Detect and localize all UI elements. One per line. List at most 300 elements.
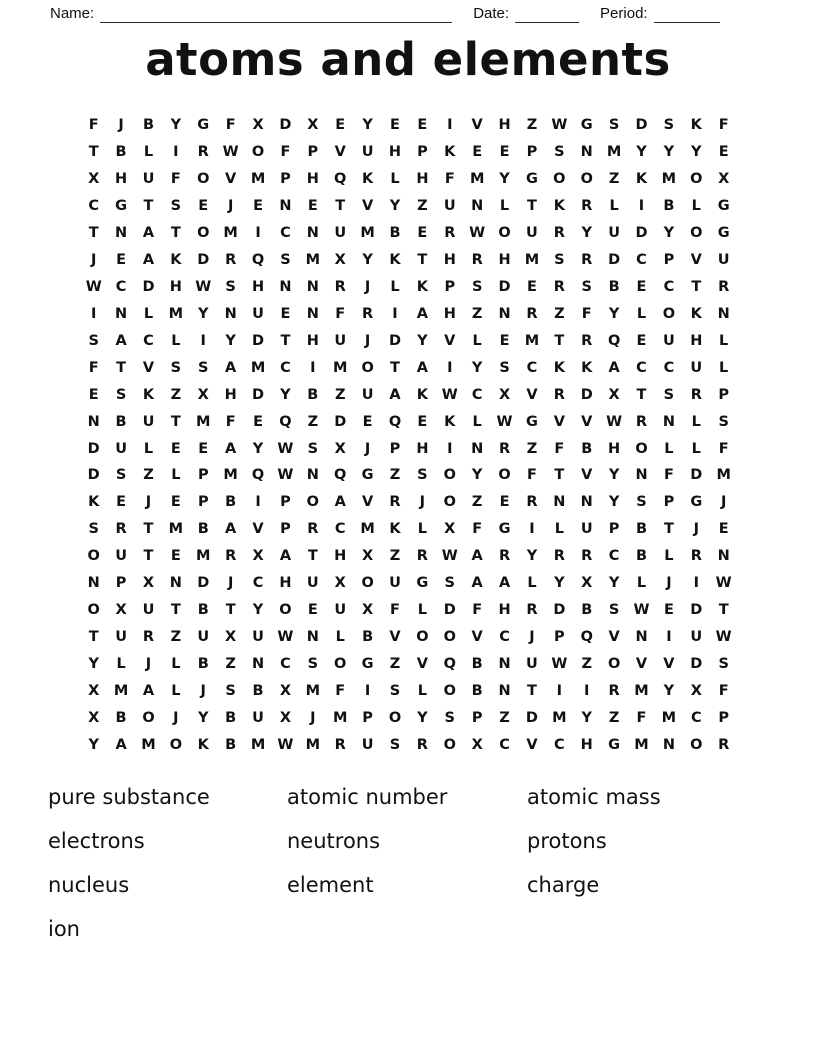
grid-letter: E <box>636 278 647 295</box>
grid-letter: F <box>280 144 291 161</box>
grid-letter: I <box>529 521 535 538</box>
grid-letter: D <box>197 575 210 592</box>
grid-letter: P <box>663 494 675 511</box>
grid-letter: N <box>306 278 319 295</box>
grid-letter: R <box>142 628 155 645</box>
grid-letter: H <box>690 332 703 349</box>
grid-letter: E <box>718 144 729 161</box>
grid-letter: D <box>142 278 155 295</box>
grid-letter: S <box>444 575 455 592</box>
grid-letter: O <box>169 736 183 753</box>
grid-letter: H <box>498 117 511 134</box>
grid-letter: T <box>116 359 127 376</box>
grid-letter: S <box>636 494 647 511</box>
grid-letter: M <box>360 225 375 242</box>
grid-letter: N <box>662 736 675 753</box>
grid-letter: R <box>416 736 428 753</box>
grid-letter: F <box>444 171 455 188</box>
grid-letter: Z <box>389 467 401 484</box>
grid-letter: L <box>636 305 647 322</box>
grid-letter: S <box>499 359 510 376</box>
grid-letter: F <box>225 117 236 134</box>
grid-letter: B <box>471 655 483 672</box>
grid-letter: C <box>252 575 264 592</box>
grid-letter: C <box>280 359 291 376</box>
word-column-1 <box>48 776 210 952</box>
grid-letter: O <box>197 225 210 242</box>
grid-letter: X <box>471 736 483 753</box>
grid-letter: I <box>638 198 645 215</box>
grid-letter: R <box>471 252 483 269</box>
grid-letter: R <box>334 736 346 753</box>
grid-letter: S <box>663 386 675 403</box>
grid-letter: M <box>524 332 540 349</box>
grid-letter: U <box>142 602 155 619</box>
grid-letter: T <box>143 521 154 538</box>
grid-letter: M <box>196 413 211 430</box>
grid-letter: D <box>252 332 265 349</box>
grid-letter: E <box>526 278 537 295</box>
grid-letter: P <box>362 709 373 726</box>
grid-letter: N <box>498 655 511 672</box>
grid-letter: P <box>526 144 538 161</box>
grid-letter: Q <box>334 467 347 484</box>
grid-letter: A <box>608 359 620 376</box>
grid-letter: A <box>225 359 237 376</box>
grid-letter: Y <box>608 575 620 592</box>
grid-letter: A <box>471 548 483 565</box>
name-label: Name: <box>50 5 95 22</box>
grid-letter: Y <box>198 709 209 726</box>
grid-letter: T <box>554 332 565 349</box>
grid-letter: O <box>334 655 347 672</box>
grid-letter: J <box>693 521 699 538</box>
word-item: charge <box>527 873 600 897</box>
grid-letter: V <box>416 655 428 672</box>
grid-letter: U <box>361 144 374 161</box>
grid-letter: B <box>663 198 675 215</box>
grid-letter: U <box>142 413 155 430</box>
grid-letter: S <box>115 467 127 484</box>
grid-letter: D <box>87 467 100 484</box>
grid-letter: K <box>416 386 428 403</box>
grid-letter: J <box>227 198 234 215</box>
grid-letter: S <box>417 467 428 484</box>
grid-letter: E <box>170 440 181 457</box>
grid-letter: L <box>171 655 181 672</box>
grid-letter: Y <box>608 494 620 511</box>
grid-letter: Z <box>499 709 510 726</box>
grid-letter: M <box>634 682 649 699</box>
grid-letter: I <box>693 575 699 592</box>
grid-letter: P <box>280 171 291 188</box>
grid-letter: P <box>718 709 729 726</box>
grid-letter: X <box>279 682 292 699</box>
grid-letter: C <box>554 736 565 753</box>
grid-letter: O <box>251 144 265 161</box>
grid-letter: D <box>690 602 703 619</box>
grid-letter: A <box>115 736 127 753</box>
grid-letter: D <box>87 440 100 457</box>
grid-letter: J <box>666 575 672 592</box>
grid-letter: G <box>361 655 374 672</box>
grid-letter: B <box>197 521 209 538</box>
grid-letter: L <box>691 440 701 457</box>
grid-letter: A <box>142 225 155 242</box>
grid-letter: E <box>499 144 510 161</box>
grid-letter: H <box>169 278 182 295</box>
grid-letter: D <box>635 117 648 134</box>
grid-letter: B <box>115 413 127 430</box>
grid-letter: U <box>334 225 347 242</box>
grid-letter: G <box>580 117 593 134</box>
grid-letter: Z <box>170 386 182 403</box>
grid-letter: P <box>197 494 209 511</box>
grid-letter: U <box>252 305 264 322</box>
grid-letter: W <box>606 413 623 430</box>
grid-letter: B <box>471 682 483 699</box>
grid-letter: B <box>581 440 593 457</box>
grid-letter: B <box>307 386 319 403</box>
grid-letter: H <box>224 386 237 403</box>
grid-letter: C <box>663 278 675 295</box>
word-item: neutrons <box>287 829 381 853</box>
grid-letter: L <box>472 413 482 430</box>
grid-letter: Y <box>554 575 565 592</box>
grid-letter: R <box>389 494 401 511</box>
grid-letter: U <box>252 628 264 645</box>
grid-letter: M <box>332 709 348 726</box>
grid-letter: F <box>472 521 483 538</box>
grid-letter: T <box>225 602 236 619</box>
grid-letter: G <box>361 467 374 484</box>
grid-letter: H <box>498 602 511 619</box>
grid-letter: A <box>279 548 292 565</box>
grid-letter: Y <box>170 117 182 134</box>
grid-letter: C <box>690 709 702 726</box>
grid-letter: X <box>88 709 100 726</box>
grid-letter: O <box>690 171 703 188</box>
grid-letter: C <box>115 278 127 295</box>
grid-letter: L <box>719 359 729 376</box>
grid-letter: Q <box>251 467 265 484</box>
grid-letter: O <box>388 709 402 726</box>
grid-letter: B <box>115 144 127 161</box>
grid-letter: J <box>364 332 371 349</box>
grid-letter: K <box>690 305 702 322</box>
grid-letter: Y <box>417 332 428 349</box>
grid-letter: X <box>88 682 100 699</box>
grid-letter: R <box>444 225 456 242</box>
grid-letter: F <box>554 440 565 457</box>
grid-letter: J <box>529 628 535 645</box>
grid-letter: O <box>279 602 292 619</box>
grid-letter: U <box>334 332 347 349</box>
grid-letter: K <box>197 736 209 753</box>
grid-letter: N <box>498 682 511 699</box>
grid-letter: K <box>389 521 401 538</box>
grid-letter: C <box>636 252 647 269</box>
grid-letter: R <box>581 252 593 269</box>
grid-letter: L <box>143 440 154 457</box>
grid-letter: V <box>581 413 593 430</box>
grid-letter: R <box>498 548 511 565</box>
grid-letter: S <box>307 440 319 457</box>
word-column-2 <box>287 776 447 908</box>
grid-letter: U <box>252 709 264 726</box>
grid-letter: R <box>498 440 511 457</box>
grid-letter: X <box>690 682 702 699</box>
grid-letter: A <box>389 386 401 403</box>
grid-letter: Y <box>252 440 264 457</box>
grid-letter: R <box>362 305 374 322</box>
grid-letter: Z <box>581 655 592 672</box>
grid-letter: U <box>663 332 675 349</box>
grid-letter: C <box>88 198 100 215</box>
grid-letter: N <box>279 198 292 215</box>
grid-letter: Q <box>388 413 402 430</box>
grid-letter: N <box>115 225 128 242</box>
grid-letter: B <box>142 117 154 134</box>
period-label: Period: <box>600 5 648 22</box>
grid-letter: E <box>88 386 99 403</box>
grid-letter: Y <box>581 225 592 242</box>
grid-letter: Y <box>471 467 483 484</box>
grid-letter: W <box>222 144 239 161</box>
grid-letter: D <box>498 278 511 295</box>
grid-letter: X <box>334 575 346 592</box>
grid-letter: G <box>525 171 538 188</box>
grid-letter: L <box>335 628 345 645</box>
grid-letter: J <box>200 682 206 699</box>
grid-letter: D <box>525 709 538 726</box>
grid-letter: M <box>469 171 485 188</box>
word-item: element <box>287 873 374 897</box>
grid-letter: M <box>661 709 677 726</box>
grid-letter: F <box>636 709 647 726</box>
word-item: ion <box>48 917 80 941</box>
grid-letter: A <box>142 252 155 269</box>
grid-letter: L <box>472 332 482 349</box>
grid-letter: B <box>362 628 374 645</box>
grid-letter: Z <box>554 305 565 322</box>
grid-letter: P <box>280 494 291 511</box>
grid-letter: N <box>169 575 182 592</box>
grid-letter: L <box>609 198 619 215</box>
grid-letter: C <box>608 548 620 565</box>
grid-letter: K <box>553 198 565 215</box>
grid-letter: A <box>334 494 346 511</box>
grid-letter: C <box>636 359 647 376</box>
grid-letter: R <box>718 736 730 753</box>
grid-letter: K <box>581 359 593 376</box>
grid-letter: Q <box>279 413 292 430</box>
grid-letter: X <box>608 386 620 403</box>
grid-letter: T <box>526 682 537 699</box>
grid-letter: H <box>334 548 347 565</box>
grid-letter: X <box>581 575 593 592</box>
grid-letter: Z <box>608 709 620 726</box>
grid-letter: T <box>307 548 318 565</box>
grid-letter: Z <box>334 386 346 403</box>
grid-letter: R <box>718 278 730 295</box>
worksheet-header <box>50 4 732 23</box>
grid-letter: M <box>305 736 321 753</box>
grid-letter: V <box>526 386 538 403</box>
grid-letter: M <box>141 736 156 753</box>
grid-letter: P <box>115 575 127 592</box>
grid-letter: S <box>170 359 182 376</box>
grid-letter: Z <box>471 305 483 322</box>
grid-letter: X <box>225 628 237 645</box>
grid-letter: I <box>584 682 590 699</box>
grid-letter: I <box>173 144 179 161</box>
grid-letter: S <box>389 682 401 699</box>
grid-letter: N <box>115 305 128 322</box>
grid-letter: E <box>417 117 428 134</box>
grid-letter: W <box>715 575 732 592</box>
grid-letter: O <box>361 359 374 376</box>
grid-letter: M <box>305 682 321 699</box>
grid-letter: L <box>143 305 154 322</box>
grid-letter: Q <box>443 655 456 672</box>
name-blank-line <box>100 5 452 23</box>
grid-letter: M <box>113 682 129 699</box>
grid-letter: D <box>635 225 648 242</box>
grid-letter: E <box>335 117 346 134</box>
grid-letter: Z <box>170 628 182 645</box>
grid-letter: C <box>143 332 154 349</box>
grid-letter: J <box>90 252 97 269</box>
grid-letter: D <box>443 602 456 619</box>
grid-letter: J <box>118 117 124 134</box>
grid-letter: X <box>197 386 209 403</box>
grid-letter: H <box>416 171 429 188</box>
grid-letter: B <box>225 709 237 726</box>
grid-letter: U <box>389 575 401 592</box>
grid-letter: S <box>88 332 99 349</box>
grid-letter: D <box>690 655 703 672</box>
grid-letter: P <box>608 521 620 538</box>
grid-letter: E <box>307 602 318 619</box>
grid-letter: N <box>87 413 100 430</box>
grid-letter: D <box>197 252 210 269</box>
grid-letter: R <box>307 521 319 538</box>
grid-letter: C <box>280 655 291 672</box>
grid-letter: L <box>417 521 427 538</box>
grid-letter: W <box>551 117 568 134</box>
grid-letter: E <box>499 332 510 349</box>
grid-letter: N <box>635 628 648 645</box>
grid-letter: A <box>225 521 237 538</box>
grid-letter: U <box>526 225 538 242</box>
grid-letter: L <box>664 440 674 457</box>
grid-letter: R <box>581 548 593 565</box>
grid-letter: W <box>85 278 102 295</box>
grid-letter: D <box>334 413 347 430</box>
grid-letter: V <box>526 736 538 753</box>
grid-letter: O <box>690 225 703 242</box>
grid-letter: N <box>224 305 237 322</box>
grid-letter: U <box>115 628 127 645</box>
grid-letter: Z <box>526 440 538 457</box>
grid-letter: X <box>252 117 264 134</box>
grid-letter: V <box>471 628 483 645</box>
grid-letter: U <box>526 655 538 672</box>
grid-letter: B <box>389 225 401 242</box>
grid-letter: U <box>717 252 730 269</box>
grid-letter: B <box>635 548 648 565</box>
grid-letter: Y <box>225 332 236 349</box>
grid-letter: T <box>718 602 729 619</box>
word-item: nucleus <box>48 873 130 897</box>
grid-letter: S <box>225 278 236 295</box>
grid-letter: O <box>662 305 676 322</box>
grid-letter: S <box>471 278 483 295</box>
grid-letter: V <box>444 332 456 349</box>
grid-letter: C <box>663 359 675 376</box>
grid-letter: Q <box>580 628 593 645</box>
grid-letter: R <box>553 548 565 565</box>
grid-letter: S <box>280 252 291 269</box>
grid-letter: H <box>608 440 621 457</box>
grid-letter: Q <box>251 252 265 269</box>
grid-letter: L <box>171 332 181 349</box>
grid-letter: M <box>524 252 540 269</box>
grid-letter: E <box>390 117 400 134</box>
grid-letter: W <box>277 440 294 457</box>
grid-letter: A <box>416 359 428 376</box>
grid-letter: K <box>690 117 702 134</box>
grid-letter: W <box>496 413 513 430</box>
grid-letter: I <box>255 225 261 242</box>
grid-letter: Y <box>663 225 675 242</box>
grid-letter: E <box>472 144 483 161</box>
grid-letter: U <box>361 736 374 753</box>
grid-letter: L <box>116 655 126 672</box>
grid-letter: V <box>608 628 620 645</box>
grid-letter: Y <box>389 198 401 215</box>
date-blank-line <box>515 5 579 23</box>
grid-letter: X <box>334 252 346 269</box>
grid-letter: M <box>332 359 348 376</box>
grid-letter: N <box>717 548 730 565</box>
grid-letter: I <box>310 359 316 376</box>
word-item: electrons <box>48 829 145 853</box>
grid-letter: U <box>690 628 703 645</box>
grid-letter: J <box>227 575 234 592</box>
grid-letter: Z <box>389 655 401 672</box>
grid-letter: J <box>310 709 316 726</box>
grid-letter: I <box>447 117 453 134</box>
grid-letter: O <box>690 736 703 753</box>
grid-letter: J <box>720 494 727 511</box>
grid-letter: E <box>116 252 127 269</box>
grid-letter: R <box>635 413 648 430</box>
grid-letter: U <box>690 359 703 376</box>
grid-letter: T <box>143 198 154 215</box>
grid-letter: K <box>389 252 401 269</box>
grid-letter: V <box>690 252 702 269</box>
grid-letter: G <box>608 736 621 753</box>
grid-letter: F <box>526 467 537 484</box>
grid-letter: B <box>225 736 237 753</box>
grid-letter: M <box>305 252 321 269</box>
grid-letter: E <box>636 332 647 349</box>
grid-letter: S <box>198 359 209 376</box>
grid-letter: B <box>608 278 620 295</box>
grid-letter: T <box>88 225 99 242</box>
